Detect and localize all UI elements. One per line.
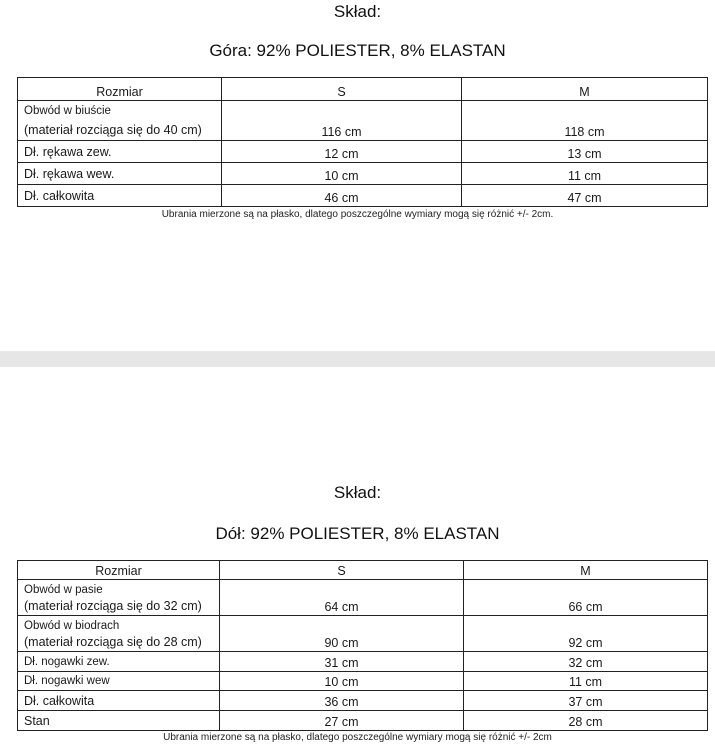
top-measurement-note: Ubrania mierzone są na płasko, dlatego poszczególne wymiary mogą się różnić +/- 2cm.: [161, 209, 554, 220]
row-label: Stan: [18, 711, 220, 731]
value-s: 90 cm: [220, 616, 464, 652]
row-label-note: (materiał rozciąga się do 40 cm): [24, 123, 202, 137]
row-label: Dł. rękawa zew.: [18, 141, 222, 163]
row-label-main: Obwód w biuście: [24, 105, 111, 117]
table-row: [18, 185, 708, 207]
header-size: Rozmiar: [18, 78, 222, 101]
row-label: Dł. nogawki wew: [18, 672, 220, 691]
value-m: 37 cm: [464, 691, 708, 711]
value-m: 32 cm: [464, 652, 708, 672]
value-s: 36 cm: [220, 691, 464, 711]
table-header-row: [18, 78, 708, 101]
bottom-size-panel: [0, 367, 715, 745]
table-row: [18, 672, 708, 691]
header-size: Rozmiar: [18, 561, 220, 580]
value-m: 28 cm: [464, 711, 708, 731]
value-m: 11 cm: [464, 672, 708, 691]
header-s: S: [222, 78, 462, 101]
value-s: 46 cm: [222, 185, 462, 207]
table-header-row: [18, 561, 708, 580]
value-m: 66 cm: [464, 580, 708, 616]
header-m: M: [464, 561, 708, 580]
value-m: 11 cm: [462, 163, 708, 185]
row-label: Dł. rękawa wew.: [18, 163, 222, 185]
table-row: [18, 141, 708, 163]
table-row: [18, 101, 708, 141]
header-m: M: [462, 78, 708, 101]
bottom-composition-subtitle: Dół: 92% POLIESTER, 8% ELASTAN: [215, 524, 500, 543]
row-label: [18, 616, 220, 652]
row-label: Dł. całkowita: [18, 691, 220, 711]
top-size-panel: [0, 0, 715, 351]
bottom-size-table: [17, 560, 708, 731]
top-size-table: [17, 77, 708, 207]
top-composition-subtitle: Góra: 92% POLIESTER, 8% ELASTAN: [209, 41, 506, 60]
value-s: 10 cm: [220, 672, 464, 691]
table-row: [18, 163, 708, 185]
bottom-composition-title: Skład:: [333, 483, 382, 502]
value-s: 31 cm: [220, 652, 464, 672]
row-label: Dł. całkowita: [18, 185, 222, 207]
value-s: 64 cm: [220, 580, 464, 616]
value-s: 10 cm: [222, 163, 462, 185]
row-label: [18, 580, 220, 616]
value-m: 13 cm: [462, 141, 708, 163]
value-s: 12 cm: [222, 141, 462, 163]
value-s: 27 cm: [220, 711, 464, 731]
table-row: [18, 580, 708, 616]
table-row: [18, 652, 708, 672]
row-label-note: (materiał rozciąga się do 28 cm): [24, 635, 202, 649]
table-row: [18, 691, 708, 711]
table-row: [18, 616, 708, 652]
row-label-main: Obwód w biodrach: [24, 620, 120, 632]
row-label: [18, 101, 222, 141]
table-row: [18, 711, 708, 731]
value-m: 92 cm: [464, 616, 708, 652]
value-s: 116 cm: [222, 101, 462, 141]
value-m: 47 cm: [462, 185, 708, 207]
top-composition-title: Skład:: [333, 2, 382, 21]
header-s: S: [220, 561, 464, 580]
value-m: 118 cm: [462, 101, 708, 141]
row-label: Dł. nogawki zew.: [18, 652, 220, 672]
row-label-main: Obwód w pasie: [24, 584, 103, 596]
section-divider: [0, 351, 715, 367]
bottom-measurement-note: Ubrania mierzone są na płasko, dlatego poszczególne wymiary mogą się różnić +/- 2cm: [163, 732, 552, 743]
row-label-note: (materiał rozciąga się do 32 cm): [24, 599, 202, 613]
